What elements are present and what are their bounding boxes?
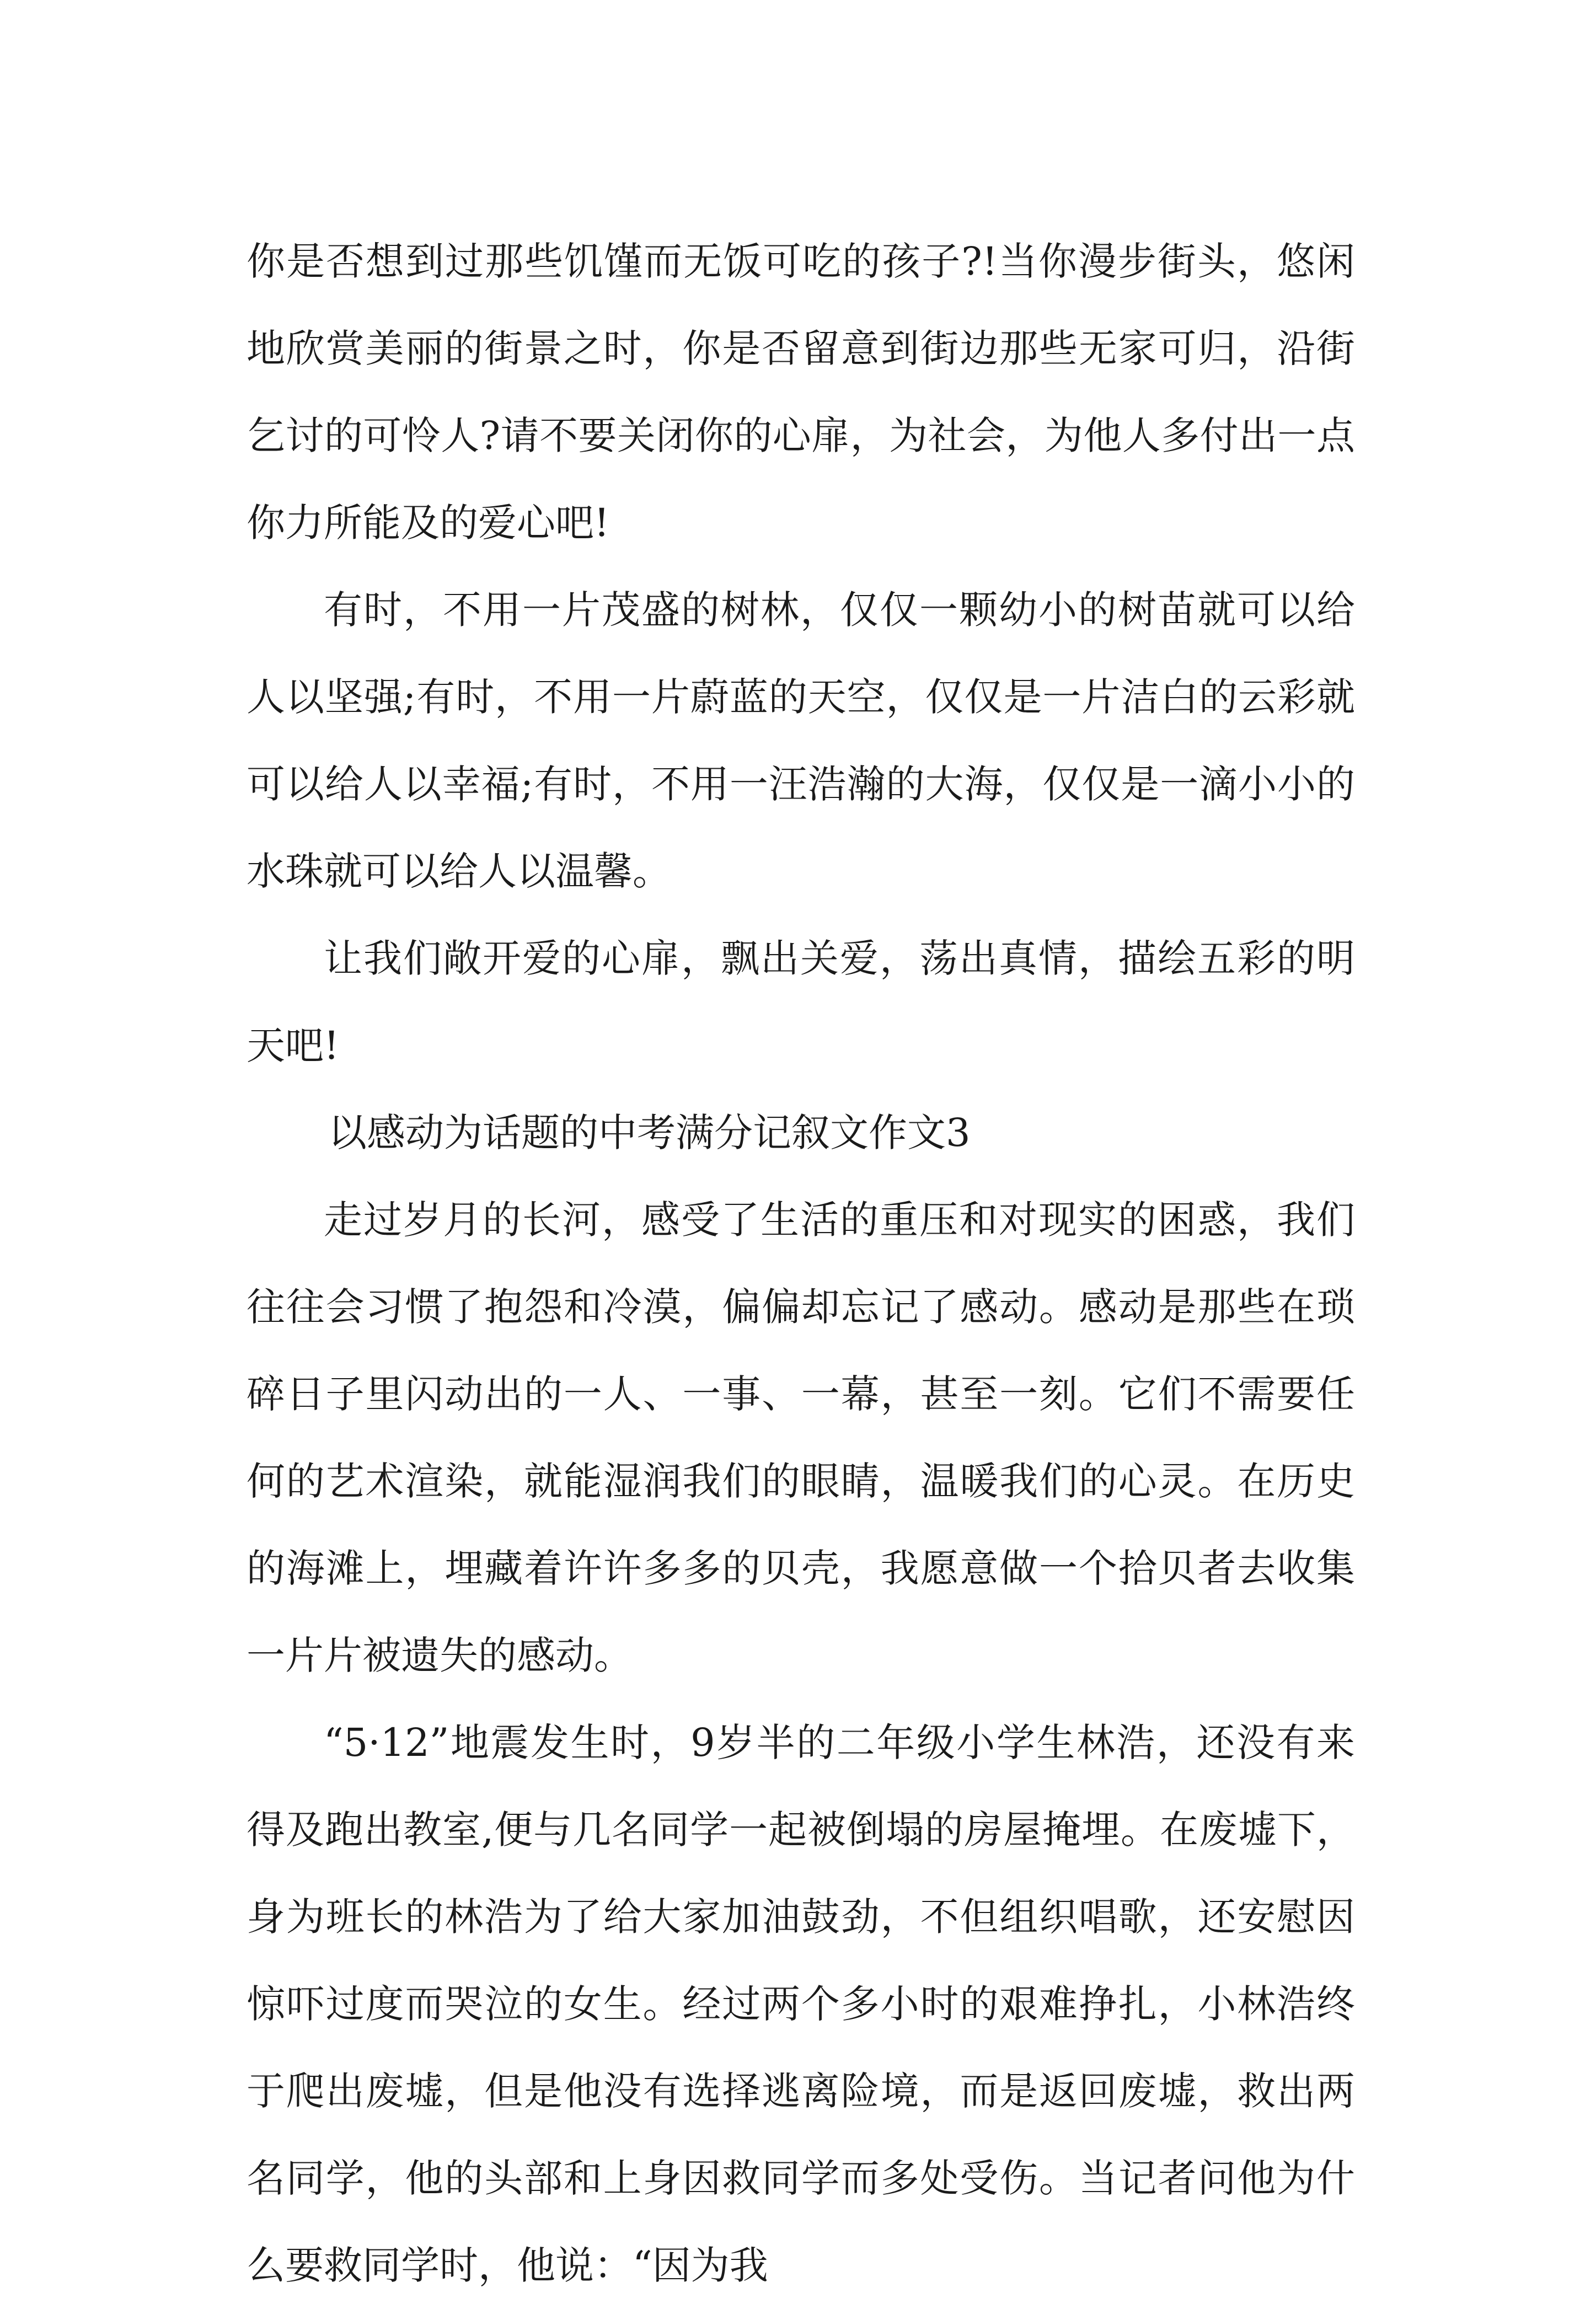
paragraph-1: 你是否想到过那些饥馑而无饭可吃的孩子?!当你漫步街头，悠闲地欣赏美丽的街景之时，你是否留意到街边那些无家可归，沿街乞讨的可怜人?请不要关闭你的心扉，为社会，为他人多付出一点你力所能及的爱心吧! (247, 239, 1355, 545)
paragraph-2: 有时，不用一片茂盛的树林，仅仅一颗幼小的树苗就可以给人以坚强;有时，不用一片蔚蓝的天空，仅仅是一片洁白的云彩就可以给人以幸福;有时，不用一汪浩瀚的大海，仅仅是一滴小小的水珠就可以给人以温馨。 (247, 587, 1355, 894)
paragraph-5: “5·12”地震发生时，9岁半的二年级小学生林浩，还没有来得及跑出教室,便与几名同学一起被倒塌的房屋掩埋。在废墟下，身为班长的林浩为了给大家加油鼓劲，不但组织唱歌，还安慰因惊吓过度而哭泣的女生。经过两个多小时的艰难挣扎，小林浩终于爬出废墟，但是他没有选择逃离险境，而是返回废墟，救出两名同学，他的头部和上身因救同学而多处受伤。当记者问他为什么要救同学时，他说：“因为我 (247, 1720, 1355, 2288)
document-page (247, 218, 1355, 2309)
paragraph-4: 走过岁月的长河，感受了生活的重压和对现实的困惑，我们往往会习惯了抱怨和冷漠，偏偏却忘记了感动。感动是那些在琐碎日子里闪动出的一人、一事、一幕，甚至一刻。它们不需要任何的艺术渲染，就能湿润我们的眼睛，温暖我们的心灵。在历史的海滩上，埋藏着许许多多的贝壳，我愿意做一个拾贝者去收集一片片被遗失的感动。 (247, 1197, 1355, 1678)
paragraph-3: 让我们敞开爱的心扉，飘出关爱，荡出真情，描绘五彩的明天吧! (247, 936, 1355, 1068)
section-heading: 以感动为话题的中考满分记叙文作文3 (328, 1110, 971, 1155)
